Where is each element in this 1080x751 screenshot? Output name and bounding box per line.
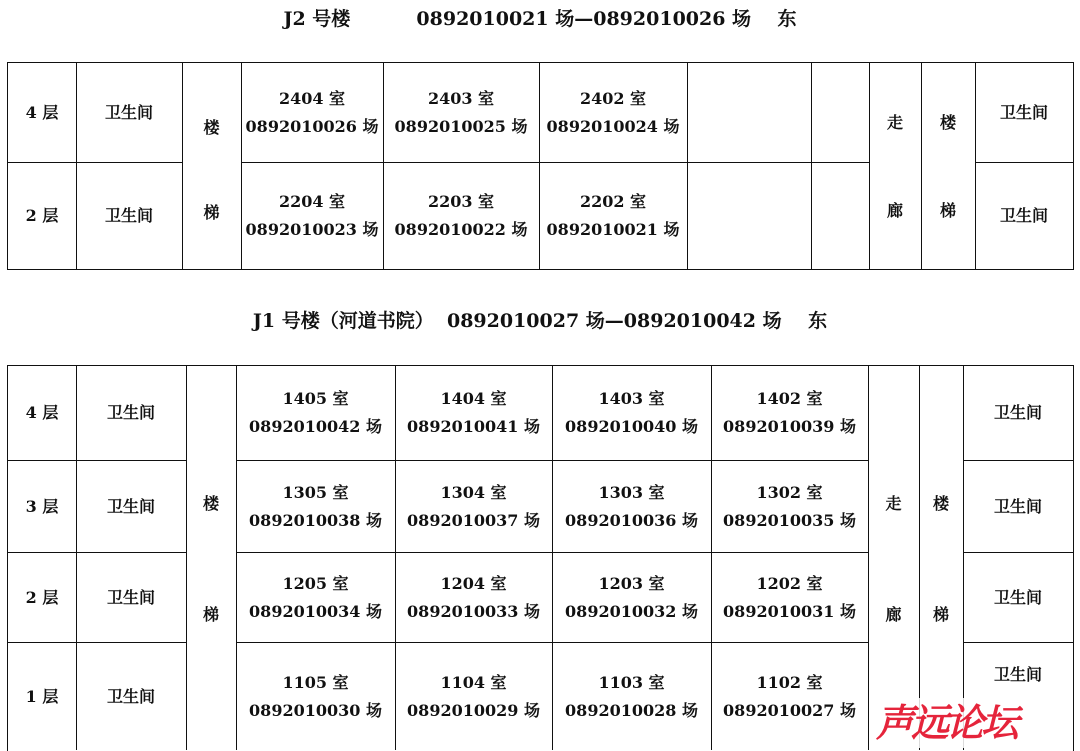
room-number: 2203 室 (427, 192, 495, 211)
room-number: 2402 室 (579, 88, 647, 108)
room-cell (552, 553, 711, 642)
venue-id: 0892010024 场 (546, 116, 680, 136)
room-number: 2404 室 (278, 88, 346, 108)
venue-id: 0892010037 场 (407, 510, 540, 530)
room-cell (552, 461, 711, 552)
room-number: 1304 室 (440, 482, 507, 502)
restroom-left: 卫生间 (106, 686, 155, 706)
room-cell (236, 461, 395, 552)
room-cell (395, 553, 552, 642)
venue-id: 0892010034 场 (249, 601, 382, 621)
room-cell (395, 366, 552, 460)
room-number: 1203 室 (598, 573, 665, 593)
floor-label: 4 层 (25, 403, 59, 422)
restroom-right: 卫生间 (999, 102, 1048, 122)
room-number: 1404 室 (440, 389, 507, 408)
room-number: 2202 室 (579, 192, 647, 211)
j1-floor-table (7, 365, 1074, 751)
stairs-left-char: 梯 (202, 605, 219, 624)
room-number: 1402 室 (756, 389, 823, 408)
restroom-right: 卫生间 (999, 206, 1048, 225)
stairs-left-char: 楼 (202, 494, 219, 513)
room-cell (241, 63, 383, 162)
corridor-char: 走 (886, 113, 903, 132)
restroom-left: 卫生间 (106, 496, 155, 516)
room-number: 1205 室 (282, 573, 349, 593)
stairs-left-char: 楼 (203, 118, 220, 137)
room-number: 1405 室 (282, 389, 349, 408)
room-number: 1204 室 (440, 573, 507, 593)
room-number: 1403 室 (598, 389, 665, 408)
venue-id: 0892010031 场 (723, 601, 856, 621)
stairs-right-char: 梯 (932, 605, 949, 624)
room-cell (711, 553, 868, 642)
room-cell (395, 643, 552, 750)
stairs-right-char: 楼 (932, 494, 949, 513)
room-number: 2403 室 (427, 88, 495, 108)
room-number: 2204 室 (278, 192, 346, 211)
room-number: 1105 室 (282, 672, 349, 692)
stairs-right-char: 楼 (939, 113, 956, 132)
room-cell (711, 643, 868, 750)
room-cell (236, 553, 395, 642)
room-cell (236, 643, 395, 750)
venue-id: 0892010040 场 (565, 417, 698, 436)
venue-id: 0892010033 场 (407, 601, 540, 621)
room-cell (383, 163, 539, 269)
venue-id: 0892010036 场 (565, 510, 698, 530)
floor-label: 2 层 (25, 587, 59, 607)
room-number: 1103 室 (598, 672, 665, 692)
venue-id: 0892010030 场 (249, 700, 382, 720)
forum-watermark-logo: 声远论坛 (872, 698, 1020, 748)
venue-id: 0892010041 场 (407, 417, 540, 436)
floor-label: 3 层 (25, 496, 59, 516)
restroom-left: 卫生间 (106, 587, 155, 607)
floor-label: 4 层 (25, 102, 59, 122)
restroom-right: 卫生间 (993, 665, 1042, 684)
j1-building-title: J1 号楼（河道书院） 0892010027 场—0892010042 场 东 (252, 310, 828, 332)
corridor-char: 廊 (886, 201, 903, 220)
room-cell (395, 461, 552, 552)
venue-id: 0892010032 场 (565, 601, 698, 621)
room-number: 1202 室 (756, 573, 823, 593)
room-cell (236, 366, 395, 460)
room-number: 1102 室 (756, 672, 823, 692)
venue-id: 0892010026 场 (245, 116, 379, 136)
room-number: 1303 室 (598, 482, 665, 502)
room-cell (552, 366, 711, 460)
room-cell (241, 163, 383, 269)
venue-id: 0892010038 场 (249, 510, 382, 530)
room-cell (711, 366, 868, 460)
restroom-right: 卫生间 (993, 403, 1042, 422)
room-number: 1305 室 (282, 482, 349, 502)
room-number: 1302 室 (756, 482, 823, 502)
room-cell (552, 643, 711, 750)
restroom-left: 卫生间 (104, 102, 153, 122)
room-cell (539, 163, 687, 269)
restroom-right: 卫生间 (993, 587, 1042, 607)
floor-label: 1 层 (25, 686, 59, 706)
restroom-left: 卫生间 (104, 206, 153, 225)
corridor-char: 廊 (885, 605, 902, 624)
venue-id: 0892010023 场 (245, 220, 379, 239)
venue-id: 0892010028 场 (565, 700, 698, 720)
restroom-left: 卫生间 (106, 403, 155, 422)
room-cell (383, 63, 539, 162)
venue-id: 0892010021 场 (546, 220, 680, 239)
restroom-right: 卫生间 (993, 496, 1042, 516)
room-number: 1104 室 (440, 672, 507, 692)
venue-id: 0892010029 场 (407, 700, 540, 720)
j2-building-title: J2 号楼 0892010021 场—0892010026 场 东 (283, 8, 797, 30)
room-cell (539, 63, 687, 162)
floor-label: 2 层 (25, 206, 59, 225)
venue-id: 0892010027 场 (723, 700, 856, 720)
stairs-left-char: 梯 (203, 203, 220, 222)
venue-id: 0892010022 场 (394, 220, 528, 239)
j2-floor-table (7, 62, 1074, 270)
venue-id: 0892010025 场 (394, 116, 528, 136)
room-cell (711, 461, 868, 552)
venue-id: 0892010042 场 (249, 417, 382, 436)
venue-id: 0892010035 场 (723, 510, 856, 530)
stairs-right-char: 梯 (939, 201, 956, 220)
corridor-char: 走 (885, 494, 902, 513)
venue-id: 0892010039 场 (723, 417, 856, 436)
